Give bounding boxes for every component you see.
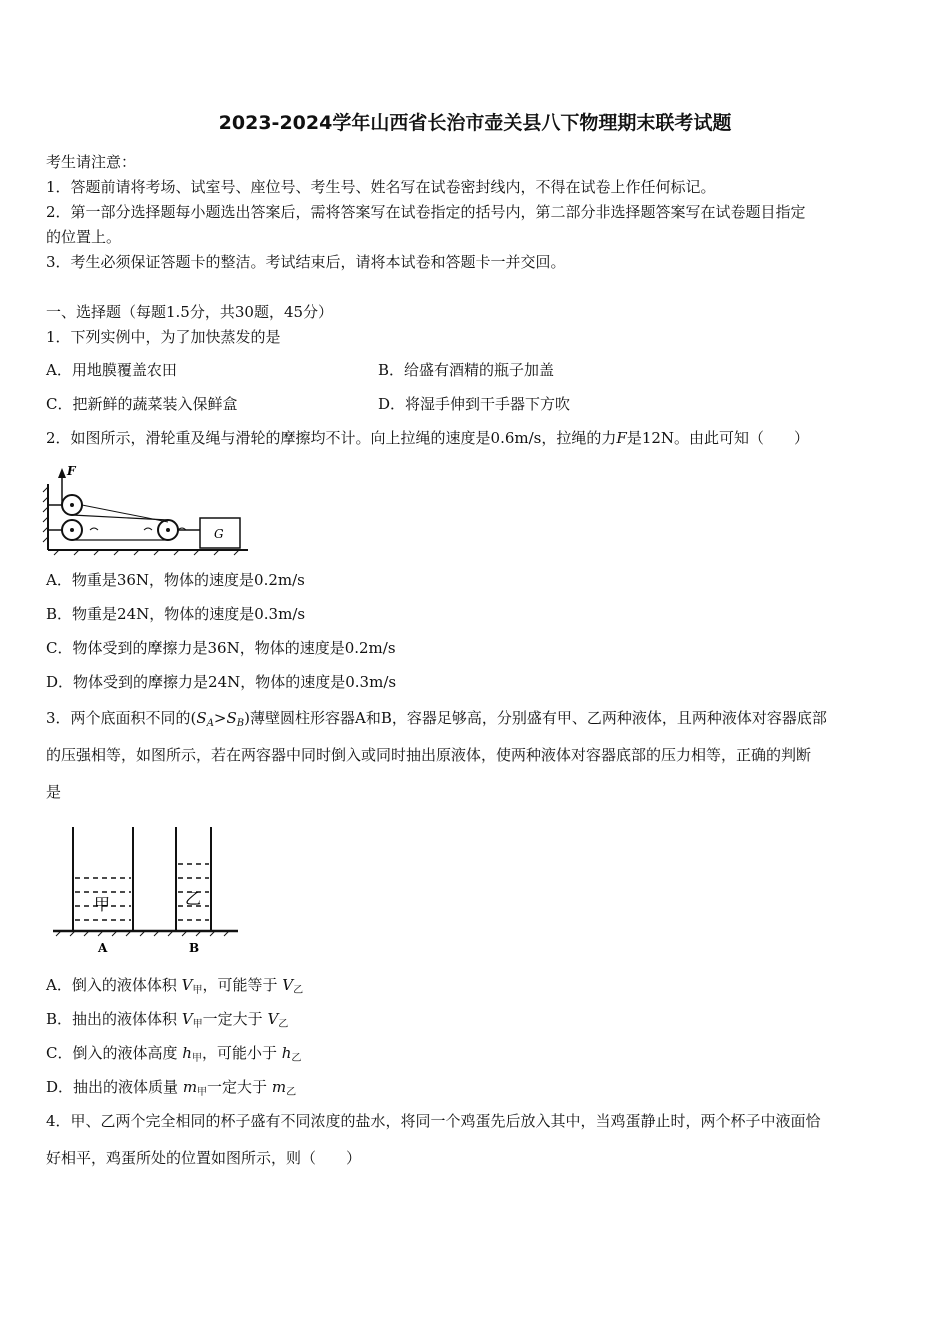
section-heading: 一、选择题（每题1.5分，共30题，45分） [46,303,334,321]
q2-stem [46,428,809,448]
container-b-label: B [189,941,200,955]
q2-stem-force-var: F [616,429,627,447]
page-title: 2023-2024学年山西省长治市壶关县八下物理期末联考试题 [218,112,732,134]
q3-area-sub-a: A [206,718,214,729]
q3-d-sub1: 甲 [197,1087,208,1098]
q3-b-var2: V [267,1010,279,1028]
q2-option-a: A．物重是36N，物体的速度是0.2m/s [46,571,305,589]
q3-b-sub2: 乙 [278,1019,289,1030]
containers-figure [48,822,248,957]
q1-option-c: C．把新鲜的蔬菜装入保鲜盒 [46,395,238,413]
q2-stem-part2: 是12N。由此可知（ ） [626,429,810,447]
liquid-yi-label: 乙 [185,889,202,908]
q2-option-d: D．物体受到的摩擦力是24N，物体的速度是0.3m/s [46,673,397,691]
force-label: F [67,464,76,478]
q3-stem-line3: 是 [46,783,62,801]
q3-a-var1: V [181,976,193,994]
q2-option-c: C．物体受到的摩擦力是36N，物体的速度是0.2m/s [46,639,396,657]
q3-option-d [46,1077,296,1100]
q1-stem: 1．下列实例中，为了加快蒸发的是 [46,328,281,346]
q4-stem-line1: 4．甲、乙两个完全相同的杯子盛有不同浓度的盐水，将同一个鸡蛋先后放入其中，当鸡蛋静止时，两个杯子中液面恰 [46,1112,821,1130]
q4-stem-line2: 好相平，鸡蛋所处的位置如图所示，则（ ） [46,1149,362,1167]
q1-option-a: A．用地膜覆盖农田 [46,361,177,379]
q2-stem-part1: 2．如图所示，滑轮重及绳与滑轮的摩擦均不计。向上拉绳的速度是0.6m/s，拉绳的力 [46,429,617,447]
q3-option-a [46,975,303,998]
q3-c-sub1: 甲 [191,1053,202,1064]
q3-a-text: A．倒入的液体体积 [46,976,177,994]
notice-item-1: 1．答题前请将考场、试室号、座位号、考生号、姓名写在试卷密封线内，不得在试卷上作任何标记。 [46,178,716,196]
q3-c-text: C．倒入的液体高度 [46,1044,178,1062]
q3-area-var-a: S [196,709,207,727]
q3-b-text: B．抽出的液体体积 [46,1010,178,1028]
liquid-jia-label: 甲 [94,895,111,914]
q3-c-mid: ，可能小于 [201,1044,277,1062]
q2-option-b: B．物重是24N，物体的速度是0.3m/s [46,605,306,623]
q3-d-var1: m [182,1078,198,1096]
notice-item-2-cont: 的位置上。 [46,228,122,246]
q3-d-text: D．抽出的液体质量 [46,1078,179,1096]
q3-b-mid: 一定大于 [202,1010,263,1028]
q3-stem-prefix: 3．两个底面积不同的( [46,709,197,727]
q1-option-b: B．给盛有酒精的瓶子加盖 [378,361,555,379]
q3-d-mid: 一定大于 [207,1078,268,1096]
q3-a-sub1: 甲 [192,985,203,996]
q3-b-sub1: 甲 [192,1019,203,1030]
q3-b-var1: V [181,1010,193,1028]
q1-option-d: D．将湿手伸到干手器下方吹 [378,395,571,413]
q3-a-mid: ，可能等于 [202,976,278,994]
q3-c-var2: h [281,1044,292,1062]
q3-c-var1: h [182,1044,192,1062]
notice-item-3: 3．考生必须保证答题卡的整洁。考试结束后，请将本试卷和答题卡一并交回。 [46,253,566,271]
q3-stem-line2: 的压强相等，如图所示，若在两容器中同时倒入或同时抽出原液体，使两种液体对容器底部的压力相等，正确的判断 [46,746,812,764]
notice-item-2: 2．第一部分选择题每小题选出答案后，需将答案写在试卷指定的括号内，第二部分非选择题答案写在试卷题目指定 [46,203,806,221]
q3-a-sub2: 乙 [293,985,304,996]
q3-stem-rest: )薄壁圆柱形容器A和B，容器足够高，分别盛有甲、乙两种液体，且两种液体对容器底部 [244,709,827,727]
q3-area-sub-b: B [236,718,245,729]
q3-gt-sign: > [213,709,227,727]
notice-heading: 考生请注意： [46,153,137,171]
weight-label: G [214,527,224,541]
q3-d-sub2: 乙 [286,1087,297,1098]
q3-stem-line1 [46,708,827,731]
q3-d-var2: m [271,1078,287,1096]
pulley-figure [40,460,255,560]
q3-c-sub2: 乙 [291,1053,302,1064]
q3-a-var2: V [282,976,294,994]
q3-option-c [46,1043,301,1066]
container-a-label: A [98,941,108,955]
q3-area-var-b: S [226,709,237,727]
q3-option-b [46,1009,288,1032]
